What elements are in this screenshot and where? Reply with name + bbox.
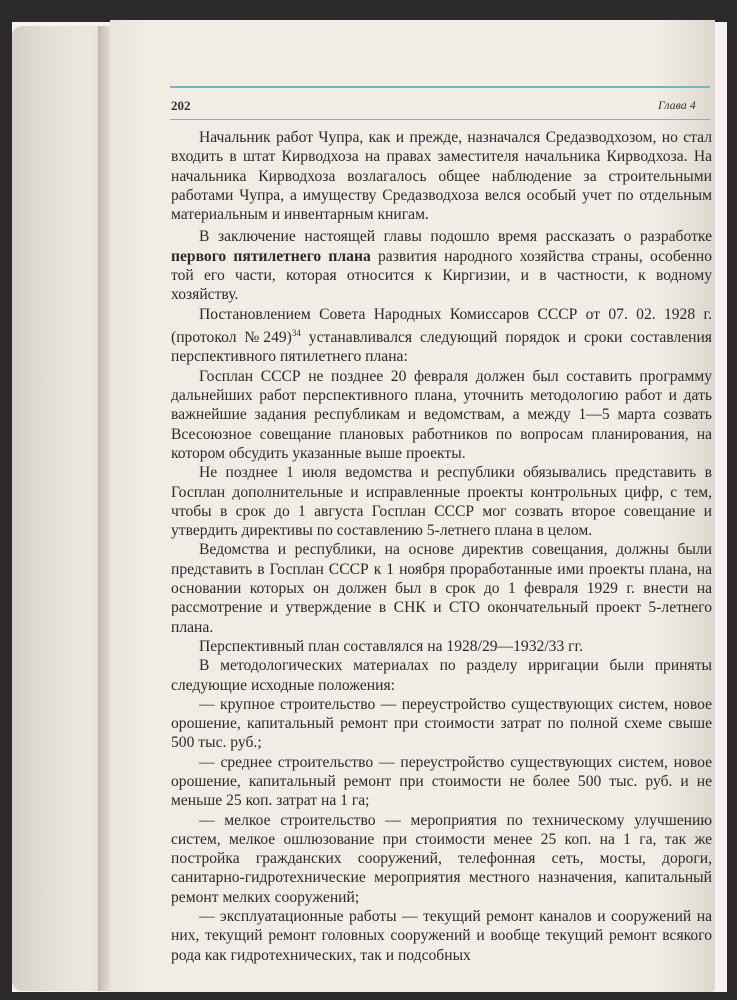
header-rule-top (170, 86, 710, 88)
running-head: Глава 4 (658, 98, 696, 112)
paragraph-text: Постановлением Совета Народных Комиссаров СССР от 07. 02. 1928 г. (протокол №249) (171, 305, 712, 347)
scan-border-top (0, 0, 737, 22)
paragraph-text: развития народного хозяйства страны, особенно той его части, которая относится к Киргизии, и в частности, к водному хозяйству. (171, 247, 712, 304)
paragraph: Не позднее 1 июля ведомства и республики обязывались представить в Госплан дополнительные и исправленные проекты контрольных цифр, с тем, чтобы в срок до 1 августа Госплан СССР мог созвать второе совещание и утвердить директивы по составлению 5-летнего плана в целом. (171, 464, 712, 540)
scan-border-bottom (0, 992, 737, 1000)
paragraph: Перспективный план составлялся на 1928/29—1932/33 гг. (199, 637, 584, 655)
paragraph: Ведомства и республики, на основе директив совещания, должны были представить в Госплан СССР к 1 ноября проработанные ими проекты плана, на основании которых он должен был в срок до 1 февраля 1929 г. внести на рассмотрение и утверждение в СНК и СТО окончательный проект 5-летнего плана. (171, 541, 712, 636)
paragraph: Начальник работ Чупра, как и прежде, назначался Средазводхозом, но стал входить в штат Кирводхоза на правах заместителя начальника Кирводхоза. На начальника Кирводхоза возлагалось общее наблюдение за строительными работами Чупра, а имуществу Средазводхоза велся особый учет по отдельным материальным и инвентарным книгам. (171, 129, 712, 224)
paragraph: В методологических материалах по разделу ирригации были приняты следующие исходные положения: (171, 657, 712, 694)
paragraph-text: В заключение настоящей главы подошло время рассказать о разработке (199, 228, 712, 246)
paragraph-text: устанавливался следующий порядок и сроки составления перспективного пятилетнего плана: (171, 329, 712, 366)
scan-border-left (0, 0, 12, 1000)
header-rule-bottom (170, 119, 710, 120)
list-item: — эксплуатационные работы — текущий ремонт каналов и сооружений на них, текущий ремонт головных сооружений и вообще текущий ремонт всякого рода как гидротехнических, так и подсобных (171, 908, 712, 964)
bold-term: первого пятилетнего плана (171, 247, 371, 265)
list-item: — среднее строительство — переустройство существующих систем, новое орошение, капитальный ремонт при стоимости не более 500 тыс. руб. и не меньше 25 коп. затрат на 1 га; (171, 753, 712, 810)
page-number: 202 (171, 98, 191, 113)
paragraph: Госплан СССР не позднее 20 февраля должен был составить программу дальнейших работ перспективного плана, уточнить методологию работ и дать важнейшие задания республикам и ведомствам, а между 1—5 марта созвать Всесоюзное совещание плановых работников по вопросам планирования, на котором обсудить указанные выше проекты. (171, 367, 712, 462)
body-text (171, 128, 712, 965)
footnote-ref: 34 (291, 327, 301, 338)
list-item: — крупное строительство — переустройство существующих систем, новое орошение, капитальный ремонт при стоимости затрат по полной схеме свыше 500 тыс. руб.; (171, 695, 712, 752)
scan-border-right (727, 0, 737, 1000)
paragraph (171, 305, 712, 367)
book-page-edges (12, 26, 112, 991)
paragraph (171, 227, 712, 304)
list-item: — мелкое строительство — мероприятия по техническому улучшению систем, мелкое ошлюзование при стоимости менее 25 коп. на 1 га, так же постройка гражданских сооружений, телефонная сеть, мосты, дороги, санитарно-гидротехнические мероприятия местного назначения, капитальный ремонт мелких сооружений; (171, 811, 712, 906)
